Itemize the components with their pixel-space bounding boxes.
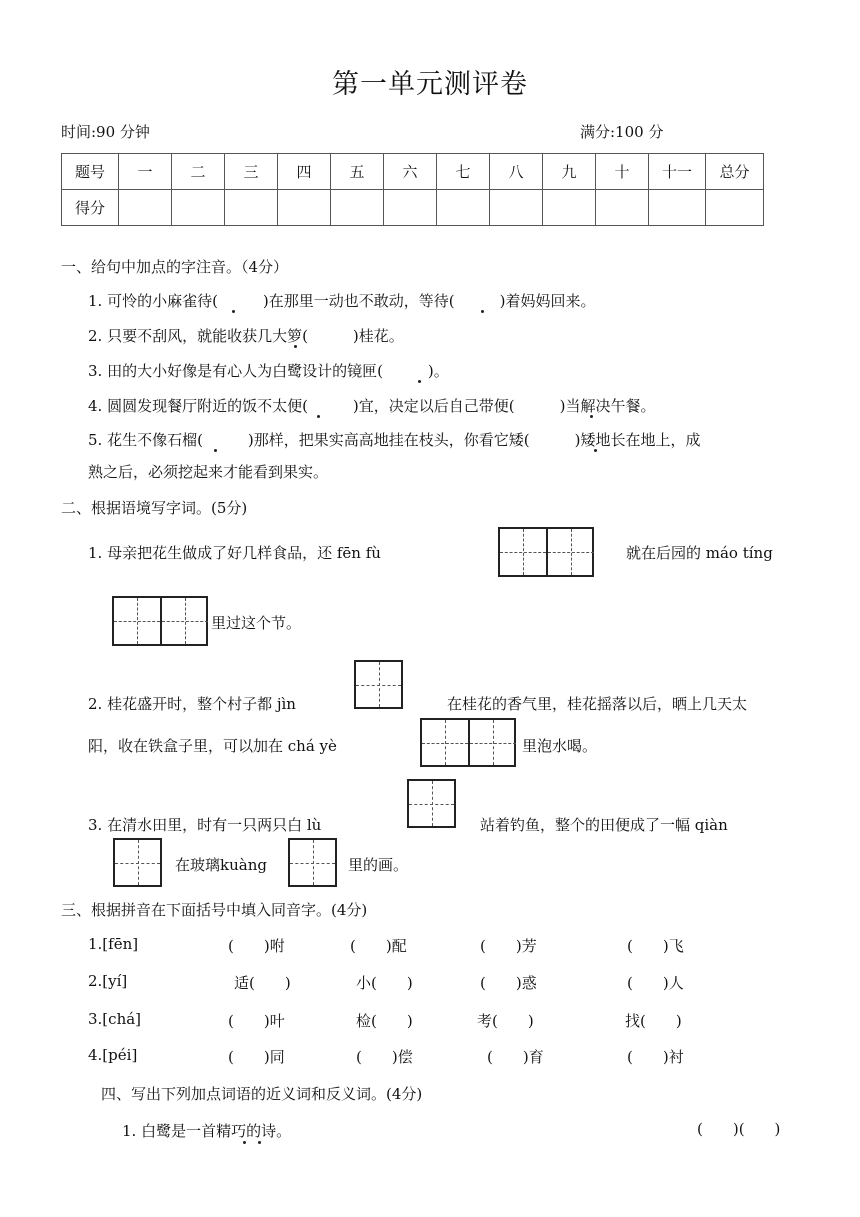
score-cell[interactable]: [706, 190, 764, 226]
table-header-cell: 五: [331, 154, 384, 190]
score-cell[interactable]: [384, 190, 437, 226]
s3-row-4-item: ( )同: [228, 1048, 285, 1066]
score-cell[interactable]: [649, 190, 706, 226]
s2-q3-text-c: 在玻璃kuàng: [175, 856, 267, 874]
writing-grid-1[interactable]: [113, 838, 162, 887]
score-cell[interactable]: [490, 190, 543, 226]
writing-grid-1[interactable]: [407, 779, 456, 828]
s2-q3-text-a: 3. 在清水田里，时有一只两只白 lù: [88, 816, 322, 834]
s1-item-4: 4. 圆圆发现餐厅附近的饭不太便( )宜，决定以后自己带便( )当解决午餐。: [88, 397, 656, 415]
emphasis-dot: [214, 449, 217, 452]
s3-row-4-pinyin: 4.[péi]: [88, 1046, 138, 1064]
s3-row-3-item: 找( ): [625, 1012, 682, 1030]
s1-item-2: 2. 只要不刮风，就能收获几大箩( )桂花。: [88, 327, 404, 345]
section-3-heading: 三、根据拼音在下面括号中填入同音字。(4分): [61, 901, 368, 919]
s1-item-5: 5. 花生不像石榴( )那样，把果实高高地挂在枝头，你看它矮( )矮地长在地上，成: [88, 431, 701, 449]
score-cell[interactable]: [278, 190, 331, 226]
s3-row-1-item: ( )芳: [480, 937, 537, 955]
table-header-cell: 总分: [706, 154, 764, 190]
table-header-cell: 十: [596, 154, 649, 190]
writing-grid-1[interactable]: [354, 660, 403, 709]
s3-row-2-item: 适( ): [234, 974, 291, 992]
emphasis-dot: [317, 415, 320, 418]
table-header-cell: 三: [225, 154, 278, 190]
table-header-cell: 二: [172, 154, 225, 190]
score-cell[interactable]: [543, 190, 596, 226]
s2-q1-text-c: 里过这个节。: [211, 614, 302, 632]
writing-grid-1[interactable]: [288, 838, 337, 887]
table-header-cell: 题号: [62, 154, 119, 190]
writing-grid-2[interactable]: [498, 527, 594, 577]
emphasis-dot: [590, 415, 593, 418]
table-header-cell: 一: [119, 154, 172, 190]
writing-grid-2[interactable]: [112, 596, 208, 646]
score-cell[interactable]: [172, 190, 225, 226]
s3-row-1-item: ( )咐: [228, 937, 285, 955]
emphasis-dot: [481, 310, 484, 313]
s3-row-2-item: 小( ): [356, 974, 413, 992]
score-cell[interactable]: [119, 190, 172, 226]
section-1-heading: 一、给句中加点的字注音。（4分）: [61, 258, 289, 276]
table-header-cell: 六: [384, 154, 437, 190]
score-cell[interactable]: [331, 190, 384, 226]
emphasis-dot: [243, 1141, 246, 1144]
s3-row-2-item: ( )人: [627, 974, 684, 992]
emphasis-dot: [418, 380, 421, 383]
emphasis-dot: [594, 449, 597, 452]
section-2-heading: 二、根据语境写字词。(5分): [61, 499, 248, 517]
s3-row-2-pinyin: 2.[yí]: [88, 972, 128, 990]
score-cell[interactable]: [225, 190, 278, 226]
page-title: 第一单元测评卷: [332, 69, 528, 100]
s4-q1-answer-parens: ( )( ): [697, 1120, 781, 1138]
s3-row-2-item: ( )惑: [480, 974, 537, 992]
score-cell[interactable]: [437, 190, 490, 226]
s2-q3-text-b: 站着钓鱼，整个的田便成了一幅 qiàn: [480, 816, 728, 834]
s2-q1-text-a: 1. 母亲把花生做成了好几样食品，还 fēn fù: [88, 544, 381, 562]
score-table: [61, 153, 764, 226]
emphasis-dot: [294, 345, 297, 348]
section-4-heading: 四、写出下列加点词语的近义词和反义词。(4分): [101, 1085, 423, 1103]
s3-row-1-item: ( )配: [350, 937, 407, 955]
table-header-cell: 八: [490, 154, 543, 190]
score-table-score-row: [62, 190, 764, 226]
table-header-cell: 十一: [649, 154, 706, 190]
s3-row-4-item: ( )衬: [627, 1048, 684, 1066]
s3-row-3-item: 检( ): [356, 1012, 413, 1030]
table-header-cell: 四: [278, 154, 331, 190]
s2-q2-text-d: 里泡水喝。: [522, 737, 598, 755]
writing-grid-2[interactable]: [420, 718, 516, 767]
s3-row-4-item: ( )偿: [356, 1048, 413, 1066]
table-header-cell: 七: [437, 154, 490, 190]
s1-item-5-cont: 熟之后，必须挖起来才能看到果实。: [88, 463, 329, 481]
s1-item-1: 1. 可怜的小麻雀待( )在那里一动也不敢动，等待( )着妈妈回来。: [88, 292, 596, 310]
s3-row-1-pinyin: 1.[fēn]: [88, 935, 139, 953]
time-label: 时间:90 分钟: [61, 123, 150, 141]
s3-row-4-item: ( )育: [487, 1048, 544, 1066]
full-score-label: 满分:100 分: [580, 123, 664, 141]
s3-row-3-pinyin: 3.[chá]: [88, 1010, 142, 1028]
table-row-label: 得分: [62, 190, 119, 226]
s2-q2-text-c: 阳，收在铁盒子里，可以加在 chá yè: [88, 737, 337, 755]
s3-row-3-item: 考( ): [477, 1012, 534, 1030]
s2-q2-text-b: 在桂花的香气里，桂花摇落以后，晒上几天太: [447, 695, 748, 713]
score-cell[interactable]: [596, 190, 649, 226]
s2-q3-text-d: 里的画。: [348, 856, 409, 874]
s1-item-3: 3. 田的大小好像是有心人为白鹭设计的镜匣( )。: [88, 362, 449, 380]
emphasis-dot: [232, 310, 235, 313]
s3-row-1-item: ( )飞: [627, 937, 684, 955]
emphasis-dot: [258, 1141, 261, 1144]
s3-row-3-item: ( )叶: [228, 1012, 285, 1030]
s4-q1-text: 1. 白鹭是一首精巧的诗。: [122, 1122, 292, 1140]
score-table-header-row: [62, 154, 764, 190]
s2-q1-text-b: 就在后园的 máo tíng: [626, 544, 773, 562]
table-header-cell: 九: [543, 154, 596, 190]
s2-q2-text-a: 2. 桂花盛开时，整个村子都 jìn: [88, 695, 296, 713]
